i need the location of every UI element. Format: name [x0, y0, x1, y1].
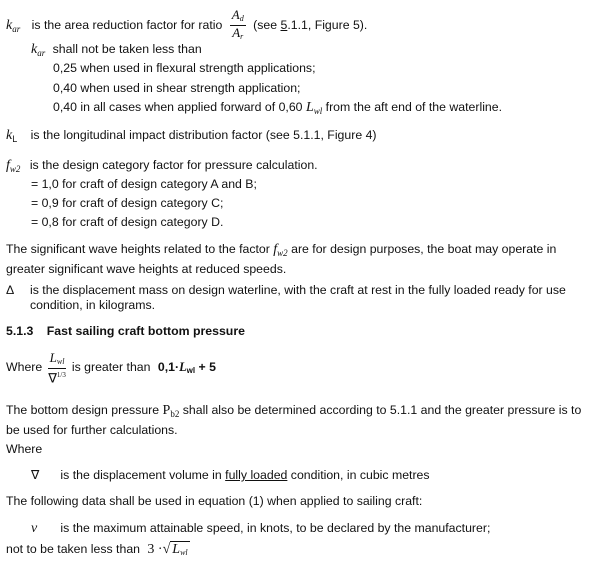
bottom-pressure-symbol-sub: b2 — [170, 409, 180, 419]
where-frac-num-sub: wl — [56, 357, 65, 366]
kl-symbol: k — [6, 128, 13, 143]
kar-text: is the area reduction factor for ratio — [31, 17, 223, 32]
where-expr-sub: wl — [186, 365, 196, 375]
kar-frac-den-sub: r — [240, 32, 244, 41]
kar-ref-link: 5 — [280, 17, 288, 32]
kar-ref-pre: (see — [253, 17, 281, 32]
speed-minimum — [6, 539, 190, 563]
fw2-symbol-sub: w2 — [9, 164, 21, 174]
wave-height-symbol-sub: w2 — [277, 248, 288, 258]
speed-symbol: v — [31, 521, 38, 536]
speed-min-sub: wl — [180, 548, 188, 557]
kar-min-symbol: k — [31, 42, 38, 57]
kar-frac-num-sub: d — [239, 14, 244, 23]
sailing-data-intro: The following data shall be used in equation (1) when applied to sailing craft: — [6, 494, 423, 508]
speed-min-text: not to be taken less than — [6, 542, 140, 556]
bottom-pressure-paragraph — [6, 402, 596, 438]
bottom-pressure-text-a: The bottom design pressure — [6, 403, 160, 417]
where-frac-num: L — [49, 350, 57, 365]
where-label: Where — [6, 359, 43, 374]
where-label-2: Where — [6, 442, 43, 456]
where-expr-b: + 5 — [198, 359, 216, 374]
bottom-pressure-symbol: P — [162, 403, 171, 418]
nabla-text-underlined: fully loaded — [225, 468, 288, 482]
kar-minimum-line — [31, 42, 202, 61]
section-heading — [6, 324, 245, 339]
speed-min-symbol: L — [172, 542, 181, 557]
where-expr-a: 0,1· — [157, 359, 180, 374]
fw2-symbol: f — [6, 158, 10, 173]
kar-value-forward — [53, 100, 502, 119]
fw2-definition — [6, 158, 318, 177]
kar-symbol: k — [6, 17, 13, 33]
fw2-item-c: = 0,9 for craft of design category C; — [31, 196, 224, 210]
kar-min-text: shall not be taken less than — [52, 42, 202, 56]
kar-symbol-sub: ar — [12, 23, 21, 34]
kar-value-flexural: 0,25 when used in flexural strength applications; — [53, 61, 316, 75]
nabla-symbol: ∇ — [31, 468, 40, 482]
where-frac-den-sup: 1/3 — [56, 371, 66, 379]
kar-definition — [6, 8, 367, 43]
nabla-definition — [31, 468, 430, 483]
kar-value-forward-sub: wl — [313, 106, 323, 116]
kar-ref-post: .1.1, Figure 5). — [287, 17, 368, 32]
wave-height-text-b: are for design purposes, the boat may operate in greater significant wave heights at reduced speeds. — [6, 242, 557, 276]
speed-text: is the maximum attainable speed, in knots, to be declared by the manufacturer; — [60, 521, 491, 535]
where-condition — [6, 351, 216, 384]
where-expression — [158, 360, 216, 374]
fw2-item-d: = 0,8 for craft of design category D. — [31, 215, 224, 229]
where-expr-symbol: L — [179, 359, 187, 374]
nabla-text-a: is the displacement volume in — [60, 468, 222, 482]
kar-value-forward-symbol: L — [305, 100, 314, 115]
kar-value-forward-text: 0,40 in all cases when applied forward of 0,60 — [53, 100, 303, 114]
section-number: 5.1.3 — [6, 324, 34, 338]
speed-definition — [31, 521, 490, 536]
wave-height-paragraph — [6, 241, 596, 277]
kl-definition — [6, 128, 377, 147]
speed-min-expr: 3 · — [147, 542, 163, 557]
fw2-text: is the design category factor for pressure calculation. — [29, 158, 318, 172]
delta-symbol: Δ — [6, 283, 15, 297]
sqrt-symbol: √ Lwl — [162, 542, 188, 557]
length-displacement-fraction — [48, 351, 67, 384]
where-text: is greater than — [71, 359, 151, 374]
wave-height-symbol: f — [273, 242, 278, 257]
wave-height-text-a: The significant wave heights related to the factor — [6, 242, 270, 256]
kl-symbol-sub: L — [12, 134, 18, 144]
kar-ratio-fraction — [230, 8, 246, 43]
fw2-item-ab: = 1,0 for craft of design category A and B; — [31, 177, 257, 191]
kar-value-shear: 0,40 when used in shear strength application; — [53, 81, 301, 95]
nabla-text-b: condition, in cubic metres — [290, 468, 430, 482]
where-frac-den: ∇ — [48, 370, 57, 386]
kar-min-symbol-sub: ar — [37, 48, 46, 58]
kar-value-forward-text-end: from the aft end of the waterline. — [325, 100, 503, 114]
delta-definition — [6, 283, 596, 313]
kar-frac-num: A — [231, 7, 240, 22]
delta-text: is the displacement mass on design waterline, with the craft at rest in the fully loaded ready for use condition, in kilograms. — [30, 283, 566, 312]
section-title: Fast sailing craft bottom pressure — [46, 324, 245, 338]
kl-text: is the longitudinal impact distribution factor (see 5.1.1, Figure 4) — [30, 128, 377, 142]
bottom-pressure-text-b: shall also be determined according to 5.1.1 and the greater pressure is to be used for further calculations. — [6, 403, 582, 437]
kar-frac-den: A — [232, 25, 241, 40]
speed-min-expression — [147, 542, 189, 557]
